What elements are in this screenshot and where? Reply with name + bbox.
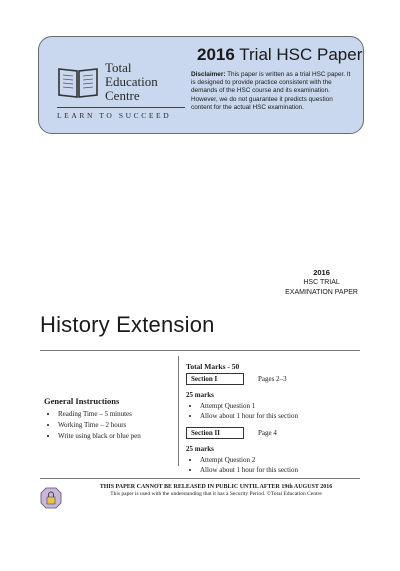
exam-year: 2016	[313, 268, 330, 277]
section-2-label: Section II	[186, 427, 244, 439]
logo-line-1: Total	[105, 60, 132, 75]
footer-release-notice: THIS PAPER CANNOT BE RELEASED IN PUBLIC UNTIL AFTER 19th AUGUST 2016	[99, 484, 333, 490]
general-instructions-title: General Instructions	[44, 396, 120, 406]
disclaimer-text: This paper is written as a trial HSC paper. It is designed to provide practice consistent with the demands of the HSC course and its examination. However, we do not guarantee it predicts question content for the actual HSC examination.	[191, 71, 351, 111]
paper-title-text: Trial HSC Paper	[239, 45, 363, 64]
footer-security-notice: This paper is used with the understanding that it has a Security Period. ©Total Education Centre	[110, 491, 322, 497]
disclaimer	[191, 71, 353, 112]
lock-icon	[40, 487, 62, 509]
section-2-bullet: • Allow about 1 hour for this section	[200, 465, 356, 475]
section-1-pages: Pages 2–3	[258, 375, 287, 383]
footer	[66, 484, 366, 497]
header-box	[38, 36, 364, 134]
instruction-list	[44, 409, 141, 442]
logo	[53, 55, 193, 125]
subject-title: History Extension	[40, 312, 215, 337]
instruction-item: • Working Time – 2 hours	[58, 420, 141, 431]
section-1-bullet: • Allow about 1 hour for this section	[200, 411, 356, 421]
disclaimer-label: Disclaimer:	[191, 71, 226, 78]
section-2-marks: 25 marks	[186, 445, 214, 453]
logo-text	[105, 61, 158, 103]
divider-vertical	[178, 356, 179, 466]
section-2-row	[186, 427, 356, 439]
logo-line-3: Centre	[105, 88, 140, 103]
book-icon	[57, 65, 99, 99]
section-1-bullets	[186, 401, 356, 421]
section-1-label: Section I	[186, 373, 244, 385]
footer-divider	[40, 478, 360, 479]
section-1-marks: 25 marks	[186, 391, 214, 399]
total-marks: Total Marks - 50	[186, 362, 240, 371]
paper-year: 2016	[197, 45, 235, 64]
section-1-bullet: • Attempt Question 1	[200, 401, 356, 411]
exam-label	[285, 268, 358, 298]
exam-label-line-2: EXAMINATION PAPER	[285, 289, 358, 296]
logo-line-2: Education	[105, 74, 158, 89]
instruction-item: • Reading Time – 5 minutes	[58, 409, 141, 420]
section-1-row	[186, 373, 356, 385]
logo-tagline: LEARN TO SUCCEED	[57, 107, 185, 120]
general-instructions	[44, 396, 141, 442]
marks-panel	[186, 362, 356, 475]
instruction-item: • Write using black or blue pen	[58, 431, 141, 442]
section-2-bullet: • Attempt Question 2	[200, 455, 356, 465]
section-2-pages: Page 4	[258, 429, 277, 437]
section-2-bullets	[186, 455, 356, 475]
paper-title	[197, 45, 362, 65]
exam-label-line-1: HSC TRIAL	[303, 279, 340, 286]
divider-horizontal	[40, 350, 360, 351]
